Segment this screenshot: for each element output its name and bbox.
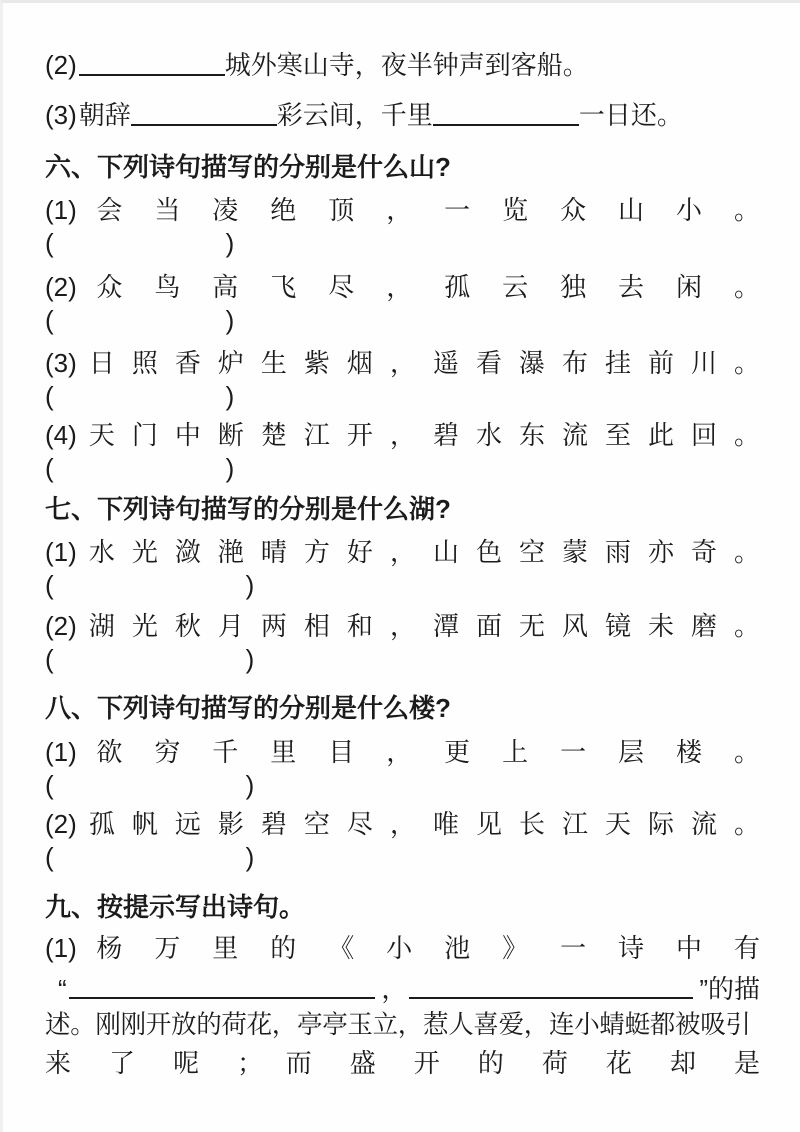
- verse-text: 一日还。: [578, 100, 683, 130]
- close-paren: ): [245, 644, 255, 674]
- description-last-line: 来 了 呢 ； 而 盛 开 的 荷 花 却 是: [45, 1048, 760, 1078]
- poem-line: (3) 日 照 香 炉 生 紫 烟 ， 遥 看 瀑 布 挂 前 川 。: [45, 348, 760, 378]
- answer-blank: [433, 123, 579, 126]
- close-paren: ): [225, 381, 235, 411]
- quote-blank-line: [45, 967, 760, 1005]
- open-paren: (: [45, 453, 54, 483]
- answer-paren-row: [45, 227, 760, 260]
- quote-suffix-text: 的描: [707, 974, 760, 1004]
- close-paren: ): [225, 228, 235, 258]
- open-paren: (: [45, 842, 54, 872]
- poem-line: (1) 水 光 潋 滟 晴 方 好 ， 山 色 空 蒙 雨 亦 奇 。: [45, 537, 760, 567]
- section-title-six: 六、下列诗句描写的分别是什么山?: [45, 152, 451, 182]
- fill-blank-line-2: [45, 49, 760, 82]
- prompt-line: (1) 杨 万 里 的 《 小 池 》 一 诗 中 有: [45, 933, 760, 963]
- description-line: 述。刚刚开放的荷花，亭亭玉立，惹人喜爱，连小蜻蜓都被吸引: [45, 1011, 751, 1039]
- poem-line: (1) 会 当 凌 绝 顶 ， 一 览 众 山 小 。: [45, 195, 760, 225]
- fill-blank-line-3: [45, 99, 760, 132]
- poem-line: (2) 孤 帆 远 影 碧 空 尽 ， 唯 见 长 江 天 际 流 。: [45, 809, 760, 839]
- close-paren: ): [245, 570, 255, 600]
- answer-paren-row: [45, 841, 760, 874]
- poem-line: (4) 天 门 中 断 楚 江 开 ， 碧 水 东 流 至 此 回 。: [45, 420, 760, 450]
- open-quote: “: [58, 974, 67, 1004]
- item-number: (3): [45, 100, 77, 130]
- answer-blank: [79, 73, 225, 76]
- answer-paren-row: [45, 769, 760, 802]
- open-paren: (: [45, 228, 54, 258]
- answer-paren-row: [45, 304, 760, 337]
- close-quote: ”: [699, 974, 708, 1004]
- open-paren: (: [45, 305, 54, 335]
- item-number: (2): [45, 50, 77, 80]
- poem-line: (1) 欲 穷 千 里 目 ， 更 上 一 层 楼 。: [45, 737, 760, 767]
- open-paren: (: [45, 381, 54, 411]
- answer-blank-long: [409, 996, 693, 999]
- section-title-seven: 七、下列诗句描写的分别是什么湖?: [45, 494, 451, 524]
- answer-paren-row: [45, 380, 760, 413]
- answer-paren-row: [45, 569, 760, 602]
- quote-comma: ，: [381, 974, 408, 1004]
- open-paren: (: [45, 770, 54, 800]
- close-paren: ): [225, 305, 235, 335]
- poem-line: (2) 湖 光 秋 月 两 相 和 ， 潭 面 无 风 镜 未 磨 。: [45, 611, 760, 641]
- answer-blank: [131, 123, 277, 126]
- close-paren: ): [245, 770, 255, 800]
- verse-text: 彩云间，千里: [276, 100, 433, 130]
- poem-line: (2) 众 鸟 高 飞 尽 ， 孤 云 独 去 闲 。: [45, 272, 760, 302]
- section-title-nine: 九、按提示写出诗句。: [45, 892, 306, 922]
- close-paren: ): [225, 453, 235, 483]
- close-paren: ): [245, 842, 255, 872]
- answer-blank-long: [69, 996, 376, 999]
- verse-text: 城外寒山寺，夜半钟声到客船。: [224, 50, 589, 80]
- answer-paren-row: [45, 643, 760, 676]
- verse-text: 朝辞: [78, 100, 131, 130]
- open-paren: (: [45, 644, 54, 674]
- answer-paren-row: [45, 452, 760, 485]
- open-paren: (: [45, 570, 54, 600]
- section-title-eight: 八、下列诗句描写的分别是什么楼?: [45, 693, 451, 723]
